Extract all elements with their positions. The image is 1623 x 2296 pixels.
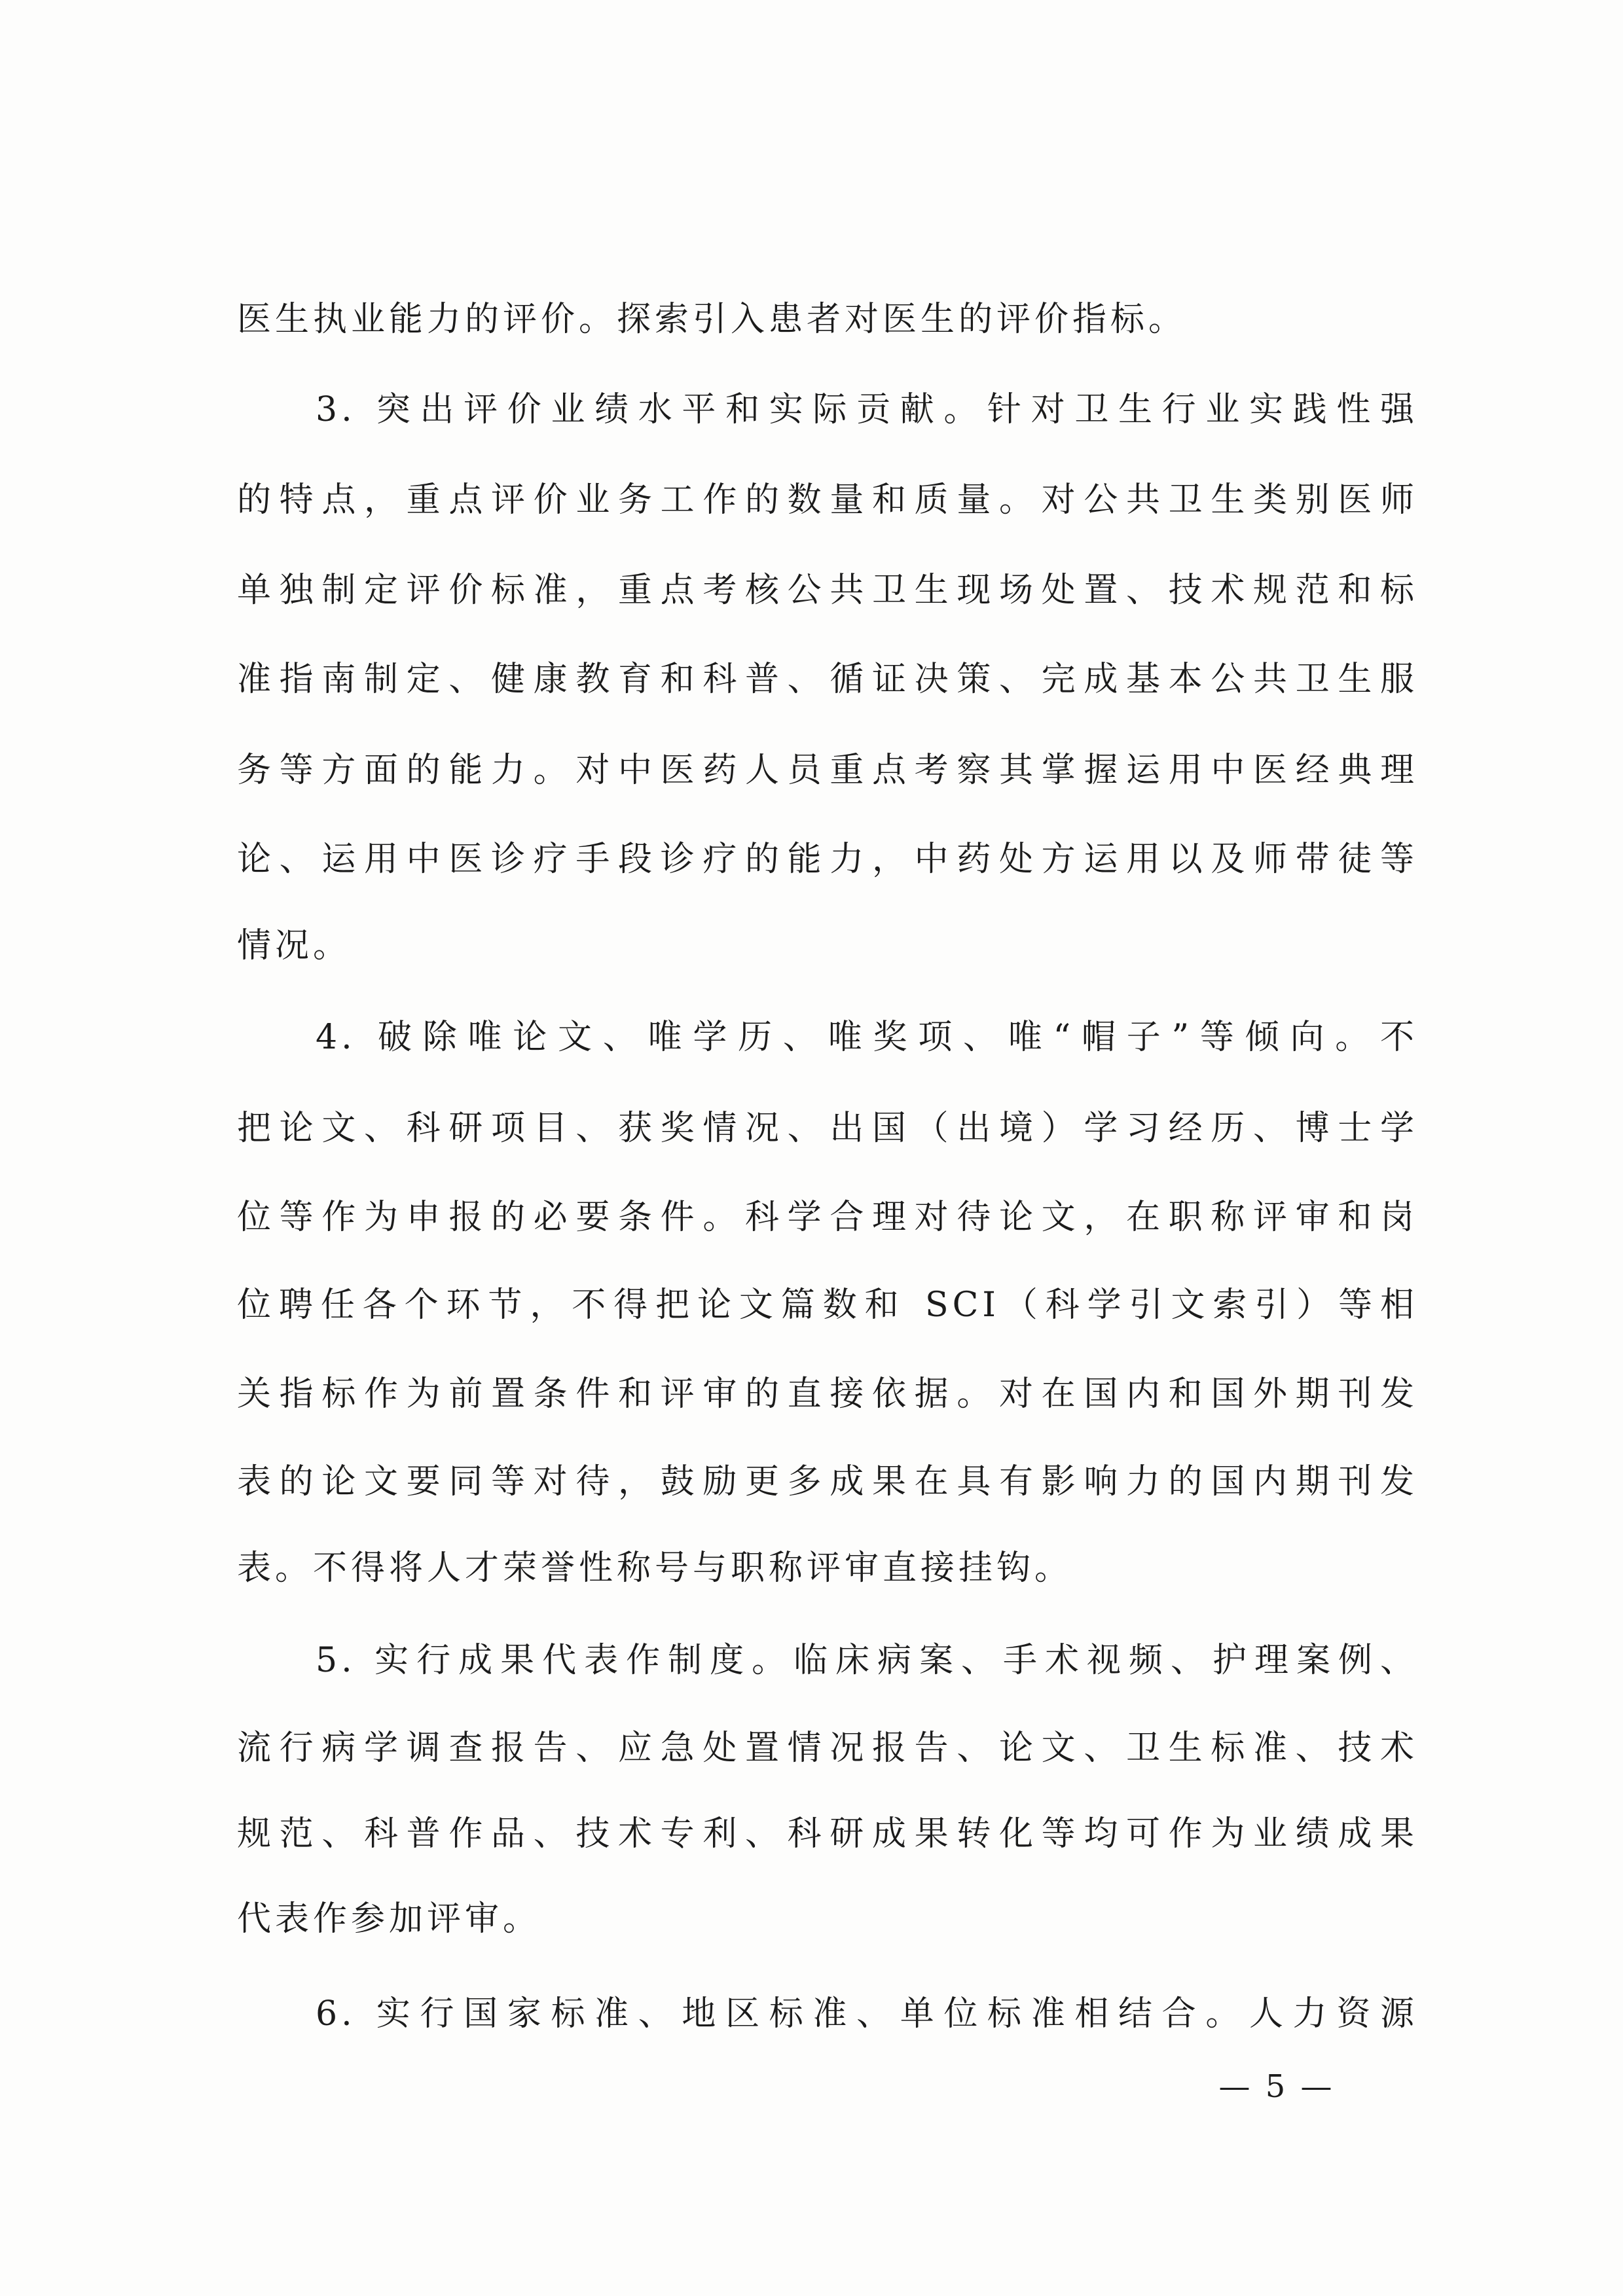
paragraph-heading-line: 5. 实行成果代表作制度。临床病案、手术视频、护理案例、 <box>316 1641 1418 1680</box>
paragraph-heading-line: 3. 突出评价业绩水平和实际贡献。针对卫生行业实践性强 <box>316 390 1418 429</box>
text-line: 位等作为申报的必要条件。科学合理对待论文，在职称评审和岗 <box>237 1198 1418 1237</box>
text-line: 情况。 <box>237 926 352 965</box>
page-number: — 5 — <box>1218 2068 1335 2105</box>
text-line: 医生执业能力的评价。探索引入患者对医生的评价指标。 <box>237 300 1187 339</box>
text-line: 关指标作为前置条件和评审的直接依据。对在国内和国外期刊发 <box>237 1374 1418 1414</box>
text-line: 表。不得将人才荣誉性称号与职称评审直接挂钩。 <box>237 1549 1073 1588</box>
paragraph-heading-line: 6. 实行国家标准、地区标准、单位标准相结合。人力资源 <box>316 1994 1418 2034</box>
text-line: 论、运用中医诊疗手段诊疗的能力，中药处方运用以及师带徒等 <box>237 840 1418 879</box>
text-line: 规范、科普作品、技术专利、科研成果转化等均可作为业绩成果 <box>237 1814 1418 1854</box>
text-line: 单独制定评价标准，重点考核公共卫生现场处置、技术规范和标 <box>237 571 1418 610</box>
text-line: 准指南制定、健康教育和科普、循证决策、完成基本公共卫生服 <box>237 660 1418 699</box>
text-line: 的特点，重点评价业务工作的数量和质量。对公共卫生类别医师 <box>237 480 1418 520</box>
text-line: 位聘任各个环节，不得把论文篇数和 SCI（科学引文索引）等相 <box>237 1285 1418 1325</box>
text-line: 流行病学调查报告、应急处置情况报告、论文、卫生标准、技术 <box>237 1729 1418 1768</box>
paragraph-heading-line: 4. 破除唯论文、唯学历、唯奖项、唯“帽子”等倾向。不 <box>316 1018 1418 1057</box>
text-line: 把论文、科研项目、获奖情况、出国（出境）学习经历、博士学 <box>237 1109 1418 1148</box>
text-line: 表的论文要同等对待，鼓励更多成果在具有影响力的国内期刊发 <box>237 1462 1418 1501</box>
text-line: 务等方面的能力。对中医药人员重点考察其掌握运用中医经典理 <box>237 751 1418 790</box>
text-line: 代表作参加评审。 <box>237 1899 541 1939</box>
